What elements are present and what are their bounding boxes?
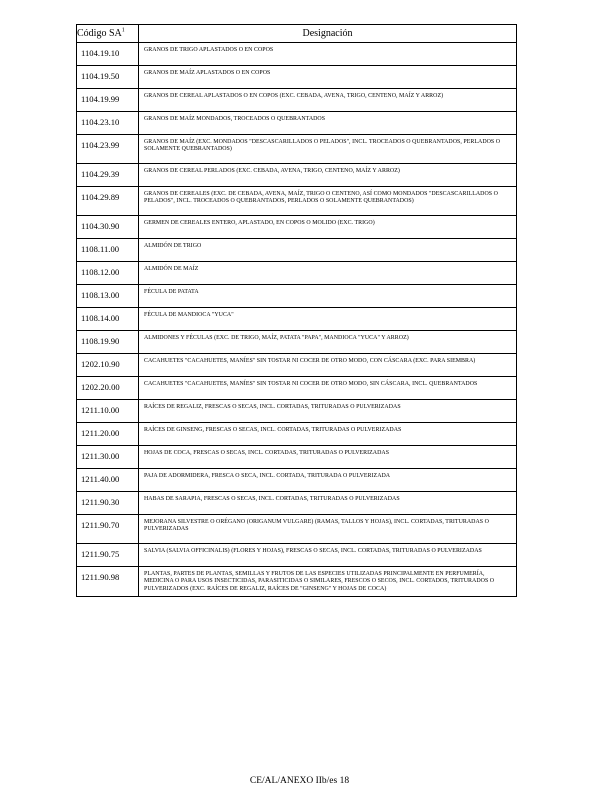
- hs-code: 1211.40.00: [77, 469, 139, 492]
- table-header-row: [77, 25, 517, 43]
- table-row: [77, 262, 517, 285]
- hs-code: 1211.90.30: [77, 492, 139, 515]
- hs-code: 1108.19.90: [77, 331, 139, 354]
- table-row: [77, 164, 517, 187]
- designation: ALMIDONES Y FÉCULAS (EXC. DE TRIGO, MAÍZ, PATATA "PAPA", MANDIOCA "YUCA" Y ARROZ): [139, 331, 517, 354]
- table-row: [77, 515, 517, 544]
- table-row: [77, 216, 517, 239]
- designation: FÉCULA DE PATATA: [139, 285, 517, 308]
- designation: RAÍCES DE GINSENG, FRESCAS O SECAS, INCL. CORTADAS, TRITURADAS O PULVERIZADAS: [139, 423, 517, 446]
- designation: HOJAS DE COCA, FRESCAS O SECAS, INCL. CORTADAS, TRITURADAS O PULVERIZADAS: [139, 446, 517, 469]
- tariff-table: [76, 24, 517, 597]
- designation: GRANOS DE CEREAL APLASTADOS O EN COPOS (EXC. CEBADA, AVENA, TRIGO, CENTENO, MAÍZ Y ARROZ): [139, 89, 517, 112]
- table-row: [77, 492, 517, 515]
- designation: ALMIDÓN DE MAÍZ: [139, 262, 517, 285]
- hs-code: 1104.29.39: [77, 164, 139, 187]
- hs-code: 1202.20.00: [77, 377, 139, 400]
- designation: CACAHUETES "CACAHUETES, MANÍES" SIN TOSTAR NI COCER DE OTRO MODO, SIN CÁSCARA, INCL. QUEBRANTADOS: [139, 377, 517, 400]
- hs-code: 1104.23.99: [77, 135, 139, 164]
- table-row: [77, 135, 517, 164]
- table-row: [77, 354, 517, 377]
- table-row: [77, 239, 517, 262]
- table-row: [77, 446, 517, 469]
- table-row: [77, 423, 517, 446]
- designation: HABAS DE SARAPIA, FRESCAS O SECAS, INCL. CORTADAS, TRITURADAS O PULVERIZADAS: [139, 492, 517, 515]
- header-code: [77, 25, 139, 43]
- header-description: Designación: [139, 25, 517, 43]
- table-row: [77, 331, 517, 354]
- table-row: [77, 187, 517, 216]
- designation: CACAHUETES "CACAHUETES, MANÍES" SIN TOSTAR NI COCER DE OTRO MODO, CON CÁSCARA (EXC. PARA SIEMBRA): [139, 354, 517, 377]
- table-row: [77, 66, 517, 89]
- header-code-label: Código SA: [77, 28, 122, 39]
- hs-code: 1104.19.99: [77, 89, 139, 112]
- designation: SALVIA (SALVIA OFFICINALIS) (FLORES Y HOJAS), FRESCAS O SECAS, INCL. CORTADAS, TRITURADAS O PULVERIZADAS: [139, 544, 517, 567]
- hs-code: 1211.90.70: [77, 515, 139, 544]
- hs-code: 1211.30.00: [77, 446, 139, 469]
- designation: MEJORANA SILVESTRE O ORÉGANO (ORIGANUM VULGARE) (RAMAS, TALLOS Y HOJAS), INCL. CORTADAS, TRITURADAS O PULVERIZADAS: [139, 515, 517, 544]
- page-footer: CE/AL/ANEXO IIb/es 18: [249, 776, 350, 786]
- table-row: [77, 43, 517, 66]
- table-row: [77, 544, 517, 567]
- designation: GRANOS DE MAÍZ (EXC. MONDADOS "DESCASCARILLADOS O PELADOS", INCL. TROCEADOS O QUEBRANTADOS, PERLADOS O SOLAMENTE QUEBRANTADOS): [139, 135, 517, 164]
- designation: GERMEN DE CEREALES ENTERO, APLASTADO, EN COPOS O MOLIDO (EXC. TRIGO): [139, 216, 517, 239]
- header-code-footnote: 1: [121, 27, 125, 34]
- table-row: [77, 400, 517, 423]
- designation: GRANOS DE MAÍZ MONDADOS, TROCEADOS O QUEBRANTADOS: [139, 112, 517, 135]
- hs-code: 1104.23.10: [77, 112, 139, 135]
- hs-code: 1211.90.98: [77, 567, 139, 597]
- table-row: [77, 377, 517, 400]
- table-row: [77, 285, 517, 308]
- hs-code: 1108.12.00: [77, 262, 139, 285]
- hs-code: 1211.10.00: [77, 400, 139, 423]
- designation: PLANTAS, PARTES DE PLANTAS, SEMILLAS Y FRUTOS DE LAS ESPECIES UTILIZADAS PRINCIPALMENTE EN PERFUMERÍA, MEDICINA O PARA USOS INSECTICIDAS, PARASITICIDAS O SIMILARES, FRESCOS O SECOS, INCL. CORTADOS, TRITURADOS O PULVERIZADOS (EXC. RAÍCES DE REGALIZ, RAÍCES DE "GINSENG" Y HOJAS DE COCA): [139, 567, 517, 597]
- designation: ALMIDÓN DE TRIGO: [139, 239, 517, 262]
- hs-code: 1108.13.00: [77, 285, 139, 308]
- hs-code: 1108.11.00: [77, 239, 139, 262]
- designation: RAÍCES DE REGALIZ, FRESCAS O SECAS, INCL. CORTADAS, TRITURADAS O PULVERIZADAS: [139, 400, 517, 423]
- hs-code: 1211.90.75: [77, 544, 139, 567]
- table-row: [77, 567, 517, 597]
- hs-code: 1202.10.90: [77, 354, 139, 377]
- designation: FÉCULA DE MANDIOCA "YUCA": [139, 308, 517, 331]
- hs-code: 1104.29.89: [77, 187, 139, 216]
- designation: GRANOS DE CEREAL PERLADOS (EXC. CEBADA, AVENA, TRIGO, CENTENO, MAÍZ Y ARROZ): [139, 164, 517, 187]
- table-row: [77, 112, 517, 135]
- hs-code: 1108.14.00: [77, 308, 139, 331]
- table-row: [77, 308, 517, 331]
- designation: GRANOS DE MAÍZ APLASTADOS O EN COPOS: [139, 66, 517, 89]
- designation: GRANOS DE CEREALES (EXC. DE CEBADA, AVENA, MAÍZ, TRIGO O CENTENO, ASÍ COMO MONDADOS "DESCASCARILLADOS O PELADOS", INCL. TROCEADOS O QUEBRANTADOS, PERLADOS O SOLAMENTE QUEBRANTADOS): [139, 187, 517, 216]
- hs-code: 1211.20.00: [77, 423, 139, 446]
- hs-code: 1104.30.90: [77, 216, 139, 239]
- table-row: [77, 89, 517, 112]
- table-row: [77, 469, 517, 492]
- designation: PAJA DE ADORMIDERA, FRESCA O SECA, INCL. CORTADA, TRITURADA O PULVERIZADA: [139, 469, 517, 492]
- hs-code: 1104.19.50: [77, 66, 139, 89]
- designation: GRANOS DE TRIGO APLASTADOS O EN COPOS: [139, 43, 517, 66]
- hs-code: 1104.19.10: [77, 43, 139, 66]
